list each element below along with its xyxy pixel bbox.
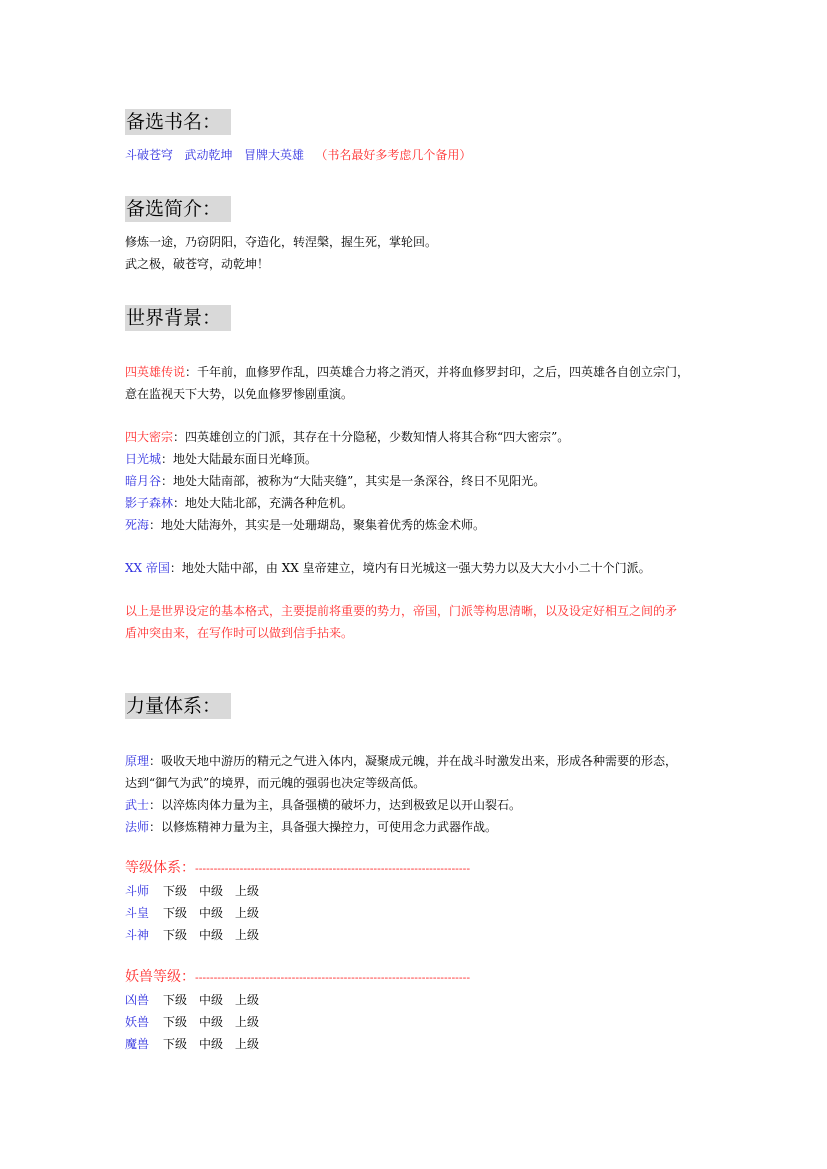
sect-line — [125, 429, 569, 445]
beast-low: 下级 — [163, 1037, 188, 1051]
principle-line-2: 达到“御气为武”的境界，而元魄的强弱也决定等级高低。 — [125, 776, 426, 790]
rank-high: 上级 — [235, 884, 260, 898]
synopsis-line-1: 修炼一途，乃窃阴阳，夺造化，转涅槃，握生死，掌轮回。 — [125, 235, 438, 249]
world-heading: 世界背景： — [125, 305, 231, 331]
legend-line-1 — [125, 364, 689, 380]
rank-low: 下级 — [163, 884, 188, 898]
mage-text: ：以修炼精神力量为主，具备强大操控力，可使用念力武器作战。 — [149, 820, 498, 834]
beast-high: 上级 — [235, 1015, 260, 1029]
beast-row — [125, 1036, 271, 1052]
principle-line-1 — [125, 753, 677, 769]
sun-city-label: 日光城 — [125, 452, 162, 466]
empire-label: XX 帝国 — [125, 561, 170, 575]
rank-row — [125, 927, 271, 943]
rank-system-divider: -------------------------------------------------------------------------- — [195, 862, 471, 875]
dark-moon-line — [125, 473, 545, 489]
shadow-forest-text: ：地处大陆北部，充满各种危机。 — [173, 496, 354, 510]
mage-line — [125, 819, 497, 835]
book-names-heading: 备选书名： — [125, 109, 231, 135]
rank-high: 上级 — [235, 928, 260, 942]
beast-mid: 中级 — [199, 993, 224, 1007]
synopsis-heading: 备选简介： — [125, 196, 231, 222]
empire-line — [125, 560, 651, 576]
book-names-note: （书名最好多考虑几个备用） — [315, 148, 472, 162]
dark-moon-text: ：地处大陆南部，被称为“大陆夹缝”，其实是一条深谷，终日不见阳光。 — [161, 474, 546, 488]
shadow-forest-label: 影子森林 — [125, 496, 174, 510]
dead-sea-line — [125, 517, 485, 533]
rank-low: 下级 — [163, 928, 188, 942]
dead-sea-label: 死海 — [125, 518, 150, 532]
rank-mid: 中级 — [199, 906, 224, 920]
beast-level-title — [125, 968, 470, 987]
mage-label: 法师 — [125, 820, 150, 834]
shadow-forest-line — [125, 495, 353, 511]
rank-high: 上级 — [235, 906, 260, 920]
beast-mid: 中级 — [199, 1037, 224, 1051]
rank-name: 斗神 — [125, 928, 150, 942]
legend-label: 四英雄传说 — [125, 365, 186, 379]
beast-name: 魔兽 — [125, 1037, 150, 1051]
beast-level-divider: -------------------------------------------------------------------------- — [195, 971, 471, 984]
empire-text: ：地处大陆中部，由 XX 皇帝建立，境内有日光城这一强大势力以及大大小小二十个门派。 — [169, 561, 651, 575]
beast-high: 上级 — [235, 993, 260, 1007]
rank-mid: 中级 — [199, 884, 224, 898]
beast-name: 妖兽 — [125, 1015, 150, 1029]
beast-row — [125, 1014, 271, 1030]
world-tip-line-2: 盾冲突由来，在写作时可以做到信手拈来。 — [125, 626, 354, 640]
beast-mid: 中级 — [199, 1015, 224, 1029]
dark-moon-label: 暗月谷 — [125, 474, 162, 488]
book-name-3: 冒牌大英雄 — [243, 148, 304, 162]
book-name-1: 斗破苍穹 — [125, 148, 174, 162]
rank-low: 下级 — [163, 906, 188, 920]
sect-label: 四大密宗 — [125, 430, 174, 444]
rank-row — [125, 883, 271, 899]
beast-level-label: 妖兽等级： — [125, 969, 195, 985]
book-names-line — [125, 147, 471, 163]
rank-system-title — [125, 859, 470, 878]
beast-name: 凶兽 — [125, 993, 150, 1007]
sect-text: ：四英雄创立的门派，其存在十分隐秘，少数知情人将其合称“四大密宗”。 — [173, 430, 570, 444]
power-heading: 力量体系： — [125, 693, 231, 719]
sun-city-line — [125, 451, 317, 467]
world-tip-line-1: 以上是世界设定的基本格式，主要提前将重要的势力，帝国，门派等构思清晰，以及设定好相互之间的矛 — [125, 604, 678, 618]
sun-city-text: ：地处大陆最东面日光峰顶。 — [161, 452, 318, 466]
dead-sea-text: ：地处大陆海外，其实是一处珊瑚岛，聚集着优秀的炼金术师。 — [149, 518, 486, 532]
rank-name: 斗皇 — [125, 906, 150, 920]
beast-low: 下级 — [163, 993, 188, 1007]
rank-system-label: 等级体系： — [125, 860, 195, 876]
rank-name: 斗师 — [125, 884, 150, 898]
beast-high: 上级 — [235, 1037, 260, 1051]
book-name-2: 武动乾坤 — [184, 148, 233, 162]
legend-text-1: ：千年前，血修罗作乱，四英雄合力将之消灭，并将血修罗封印，之后，四英雄各自创立宗门， — [185, 365, 690, 379]
rank-row — [125, 905, 271, 921]
synopsis-line-2: 武之极，破苍穹，动乾坤！ — [125, 257, 270, 271]
warrior-line — [125, 797, 521, 813]
legend-line-2: 意在监视天下大势，以免血修罗惨剧重演。 — [125, 387, 354, 401]
beast-low: 下级 — [163, 1015, 188, 1029]
beast-row — [125, 992, 271, 1008]
warrior-label: 武士 — [125, 798, 150, 812]
rank-mid: 中级 — [199, 928, 224, 942]
principle-label: 原理 — [125, 754, 150, 768]
warrior-text: ：以淬炼肉体力量为主，具备强横的破坏力，达到极致足以开山裂石。 — [149, 798, 522, 812]
principle-text-1: ：吸收天地中游历的精元之气进入体内，凝聚成元魄，并在战斗时激发出来，形成各种需要的形态， — [149, 754, 678, 768]
